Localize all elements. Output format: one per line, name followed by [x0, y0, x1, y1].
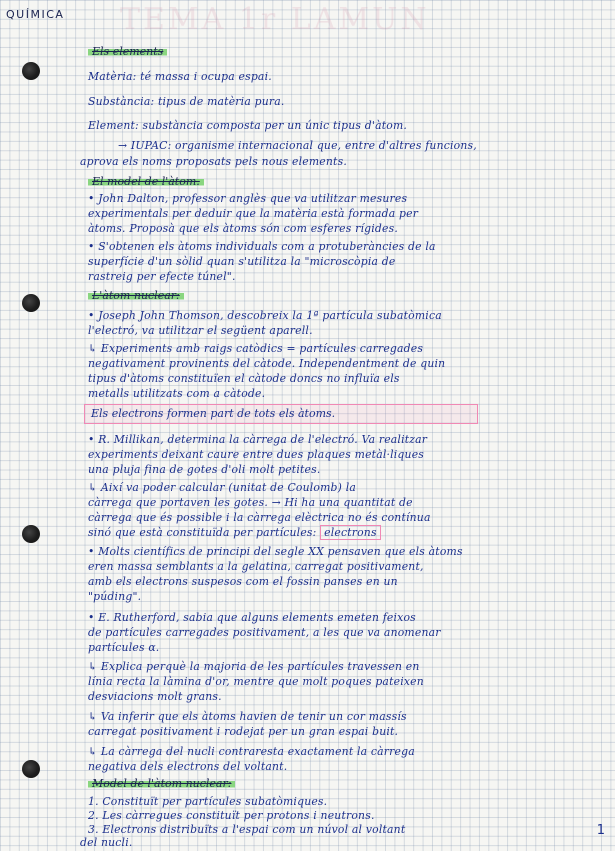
experiments-line-1: ↳ Experiments amb raigs catòdics = partícules carregades	[88, 342, 424, 355]
millikan-line-3: una pluja fina de gotes d'oli molt petites.	[88, 463, 321, 476]
heading-model-atom: El model de l'àtom.	[88, 175, 204, 188]
page-number: 1	[596, 823, 605, 838]
heading-elements: Els elements	[88, 45, 167, 58]
callout-electrons-box: Els electrons formen part de tots els àtoms.	[84, 404, 478, 424]
definition-element: Element: substància composta per un únic tipus d'àtom.	[88, 119, 408, 132]
explica-line-3: desviacions molt grans.	[88, 690, 222, 703]
thomson-line-1: • Joseph John Thomson, descobreix la 1ª partícula subatòmica	[88, 309, 442, 322]
punch-hole	[22, 525, 40, 543]
heading-model-nuclear: Model de l'àtom nuclear:	[88, 777, 235, 790]
carrega-line-1: ↳ La càrrega del nucli contraresta exactament la càrrega	[88, 745, 415, 758]
molts-line-2: eren massa semblants a la gelatina, carregat positivament,	[88, 560, 424, 573]
heading-atom-nuclear: L'àtom nuclear:	[88, 289, 184, 302]
inferir-line-2: carregat positivament i rodejat per un gran espai buit.	[88, 725, 399, 738]
millikan-line-2: experiments deixant caure entre dues plaques metàl·liques	[88, 448, 425, 461]
dalton-line-3: àtoms. Proposà que els àtoms són com esferes rígides.	[88, 222, 398, 235]
rutherford-line-1: • E. Rutherford, sabia que alguns elements emeten feixos	[88, 611, 416, 624]
definition-materia: Matèria: té massa i ocupa espai.	[88, 70, 272, 83]
experiments-line-2: negativament provinents del càtode. Independentment de quin	[88, 357, 446, 370]
electrons-inline-box: electrons	[320, 525, 381, 540]
punch-hole	[22, 760, 40, 778]
iupac-line-1: → IUPAC: organisme internacional que, entre d'altres funcions,	[118, 139, 477, 152]
millikan-line-1: • R. Millikan, determina la càrrega de l'electró. Va realitzar	[88, 433, 428, 446]
molts-line-4: "púding".	[88, 590, 142, 603]
model-item-1: 1. Constituït per partícules subatòmiques.	[88, 795, 328, 808]
model-item-2: 2. Les càrregues constituït per protons i neutrons.	[88, 809, 375, 822]
obtenir-line-2: superfície d'un sòlid quan s'utilitza la "microscòpia de	[88, 255, 396, 268]
aixi-line-4: sinó que està constituïda per partícules:	[88, 526, 317, 539]
aixi-line-3: càrrega que és possible i la càrrega elèctrica no és contínua	[88, 511, 431, 524]
obtenir-line-1: • S'obtenen els àtoms individuals com a protuberàncies de la	[88, 240, 436, 253]
subject-label: QUÍMICA	[6, 8, 65, 21]
molts-line-3: amb els electrons suspesos com el fossin panses en un	[88, 575, 398, 588]
obtenir-line-3: rastreig per efecte túnel".	[88, 270, 236, 283]
experiments-line-4: metalls utilitzats com a càtode.	[88, 387, 266, 400]
definition-substancia: Substància: tipus de matèria pura.	[88, 95, 285, 108]
punch-hole	[22, 62, 40, 80]
explica-line-1: ↳ Explica perquè la majoria de les partícules travessen en	[88, 660, 420, 673]
dalton-line-1: • John Dalton, professor anglès que va utilitzar mesures	[88, 192, 408, 205]
experiments-line-3: tipus d'àtoms constituïen el càtode doncs no influïa els	[88, 372, 400, 385]
explica-line-2: línia recta la làmina d'or, mentre que molt poques pateixen	[88, 675, 424, 688]
aixi-line-4-row	[88, 525, 588, 541]
aixi-line-1: ↳ Així va poder calcular (unitat de Coulomb) la	[88, 481, 357, 494]
molts-line-1: • Molts científics de principi del segle XX pensaven que els àtoms	[88, 545, 463, 558]
aixi-line-2: càrrega que portaven les gotes. → Hi ha una quantitat de	[88, 496, 413, 509]
iupac-line-2: aprova els noms proposats pels nous elements.	[80, 155, 347, 168]
model-item-3-line-2: del nucli.	[80, 836, 133, 849]
rutherford-line-3: partícules α.	[88, 641, 160, 654]
punch-hole	[22, 294, 40, 312]
model-item-3-line-1: 3. Electrons distribuïts a l'espai com un núvol al voltant	[88, 823, 406, 836]
rutherford-line-2: de partícules carregades positivament, a les que va anomenar	[88, 626, 441, 639]
inferir-line-1: ↳ Va inferir que els àtoms havien de tenir un cor massís	[88, 710, 407, 723]
dalton-line-2: experimentals per deduir que la matèria està formada per	[88, 207, 419, 220]
carrega-line-2: negativa dels electrons del voltant.	[88, 760, 288, 773]
bleed-through-text: TEMA 1r LAMUN	[120, 2, 430, 37]
thomson-line-2: l'electró, va utilitzar el següent aparell.	[88, 324, 313, 337]
